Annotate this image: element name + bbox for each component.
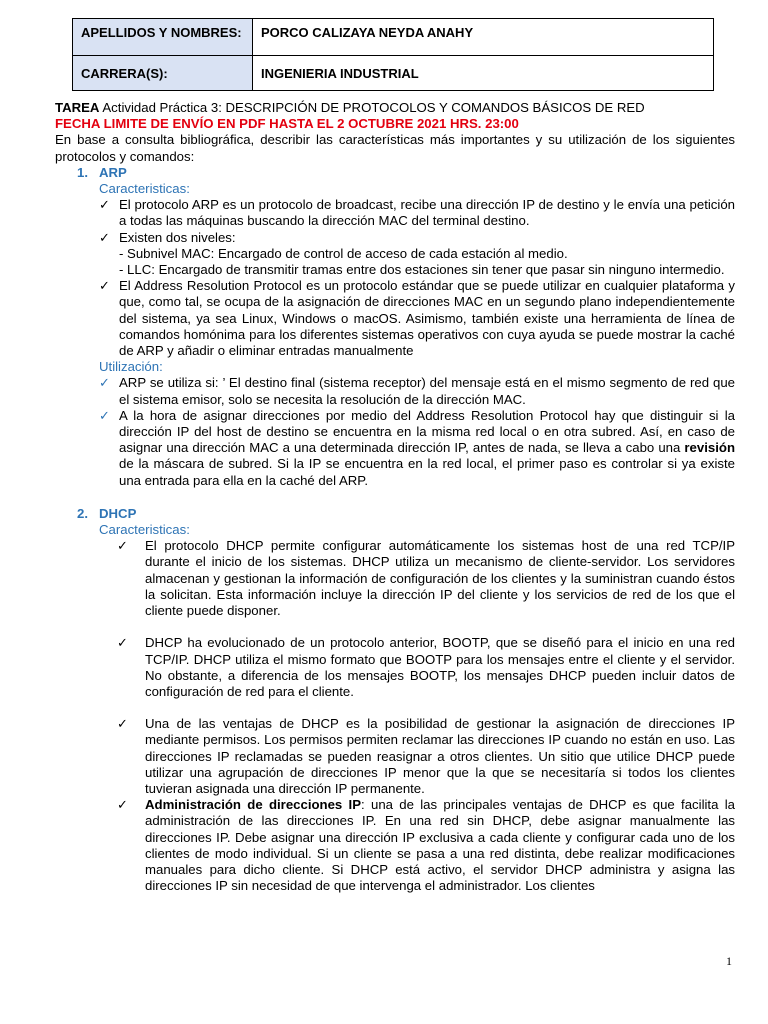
name-value: PORCO CALIZAYA NEYDA ANAHY [253, 19, 714, 56]
career-row [73, 56, 714, 91]
arp-usage-heading: Utilización: [99, 359, 163, 375]
career-value: INGENIERIA INDUSTRIAL [253, 56, 714, 91]
document-body [55, 100, 735, 894]
task-intro: En base a consulta bibliográfica, describir las características más importantes y su utilización de los siguientes protocolos y comandos: [55, 132, 735, 164]
name-label: APELLIDOS Y NOMBRES: [73, 19, 253, 56]
checkmark-icon: ✓ [99, 197, 111, 213]
career-label: CARRERA(S): [73, 56, 253, 91]
checkmark-icon: ✓ [99, 229, 111, 245]
list-item: ✓ A la hora de asignar direcciones por medio del Address Resolution Protocol hay que distinguir si la dirección IP del host de destino se encuentra en la misma red local o en otra subred. Así, en caso de asignar una dirección MAC a una determinada dirección IP, antes de nada, se lleva a cabo una revisión de la máscara de subred. Si la IP se encuentra en la red local, el primer paso es controlar si ya existe una entrada para ella en la caché del ARP. [99, 407, 735, 488]
section-title-text: ARP [99, 164, 127, 180]
section-title-dhcp [77, 506, 735, 522]
arp-characteristics-heading: Caracteristicas: [99, 181, 190, 197]
arp-characteristics-list [55, 197, 735, 359]
checkmark-icon: ✓ [99, 407, 111, 423]
page-number: 1 [726, 954, 732, 968]
section-title-text: DHCP [99, 505, 137, 521]
list-item: ✓ Existen dos niveles: - Subnivel MAC: Encargado de control de acceso de cada estación al medio. - LLC: Encargado de transmitir tramas entre dos estaciones sin tener que pasar sin ninguno intermedio. [99, 229, 725, 278]
checkmark-icon: ✓ [117, 635, 129, 651]
student-info-table [72, 18, 714, 91]
checkmark-icon: ✓ [117, 797, 129, 813]
list-item: ✓ El protocolo ARP es un protocolo de broadcast, recibe una dirección IP de destino y le envía una petición a todas las máquinas buscando la dirección MAC del terminal destino. [99, 197, 735, 229]
section-number: 1. [77, 164, 88, 180]
dhcp-characteristics-list [55, 538, 735, 894]
task-title: Actividad Práctica 3: DESCRIPCIÓN DE PROTOCOLOS Y COMANDOS BÁSICOS DE RED [99, 100, 645, 115]
checkmark-icon: ✓ [99, 278, 111, 294]
checkmark-icon: ✓ [117, 538, 129, 554]
name-row [73, 19, 714, 56]
list-item: ✓ ARP se utiliza si: ’ El destino final (sistema receptor) del mensaje está en el mismo segmento de red que el sistema emisor, solo se necesita la resolución de la dirección MAC. [99, 375, 735, 407]
arp-usage-list [55, 375, 735, 488]
task-title-line [55, 100, 735, 116]
task-label: TAREA [55, 100, 100, 115]
list-item: ✓ DHCP ha evolucionado de un protocolo anterior, BOOTP, que se diseñó para el inicio en una red TCP/IP. DHCP utiliza el mismo formato que BOOTP para los mensajes entre el cliente y el servidor. No obstante, a diferencia de los mensajes BOOTP, los mensajes DHCP pueden incluir datos de configuración de red para el cliente. [117, 635, 735, 699]
section-number: 2. [77, 505, 88, 521]
list-item: ✓ Una de las ventajas de DHCP es la posibilidad de gestionar la asignación de direcciones IP mediante permisos. Los permisos permiten reclamar las direcciones IP cuando no están en uso. Las direcciones IP reclamadas se pueden reasignar a otros clientes. Un sitio que utilice DHCP puede utilizar una agrupación de direcciones IP menor que la que se necesitaría si todos los clientes tuvieran asignada una dirección IP permanente. [117, 716, 735, 796]
list-item: ✓ El protocolo DHCP permite configurar automáticamente los sistemas host de una red TCP/IP durante el inicio de los sistemas. DHCP utiliza un mecanismo de cliente-servidor. Los servidores almacenan y gestionan la información de configuración de los clientes y la suministran cuando éstos la solicitan. Esta información incluye la dirección IP del cliente y los servicios de red de los que el cliente puede disponer. [117, 538, 735, 619]
checkmark-icon: ✓ [99, 375, 111, 391]
section-title-arp [77, 165, 735, 181]
checkmark-icon: ✓ [117, 716, 129, 732]
dhcp-characteristics-heading: Caracteristicas: [99, 522, 190, 538]
list-item: ✓ Administración de direcciones IP: una de las principales ventajas de DHCP es que facilita la administración de las direcciones IP. En una red sin DHCP, debe asignar manualmente las direcciones IP. Debe asignar una dirección IP exclusiva a cada cliente y configurar cada uno de los clientes de modo individual. Si un cliente se pasa a una red distinta, debe realizar modificaciones manuales para dicho cliente. Si DHCP está activo, el servidor DHCP administra y asigna las direcciones IP sin necesidad de que intervenga el administrador. Los clientes [117, 797, 735, 894]
deadline: FECHA LIMITE DE ENVÍO EN PDF HASTA EL 2 OCTUBRE 2021 HRS. 23:00 [55, 116, 519, 132]
list-item: ✓ El Address Resolution Protocol es un protocolo estándar que se puede utilizar en cualquier plataforma y que, como tal, se ocupa de la asignación de direcciones MAC en un segundo plano independientemente del sistema, ya sea Linux, Windows o macOS. Asimismo, también existe una herramienta de línea de comandos homónima para los diferentes sistemas operativos con cuya ayuda se puede mostrar la caché de ARP y añadir o eliminar entradas manualmente [99, 278, 735, 359]
